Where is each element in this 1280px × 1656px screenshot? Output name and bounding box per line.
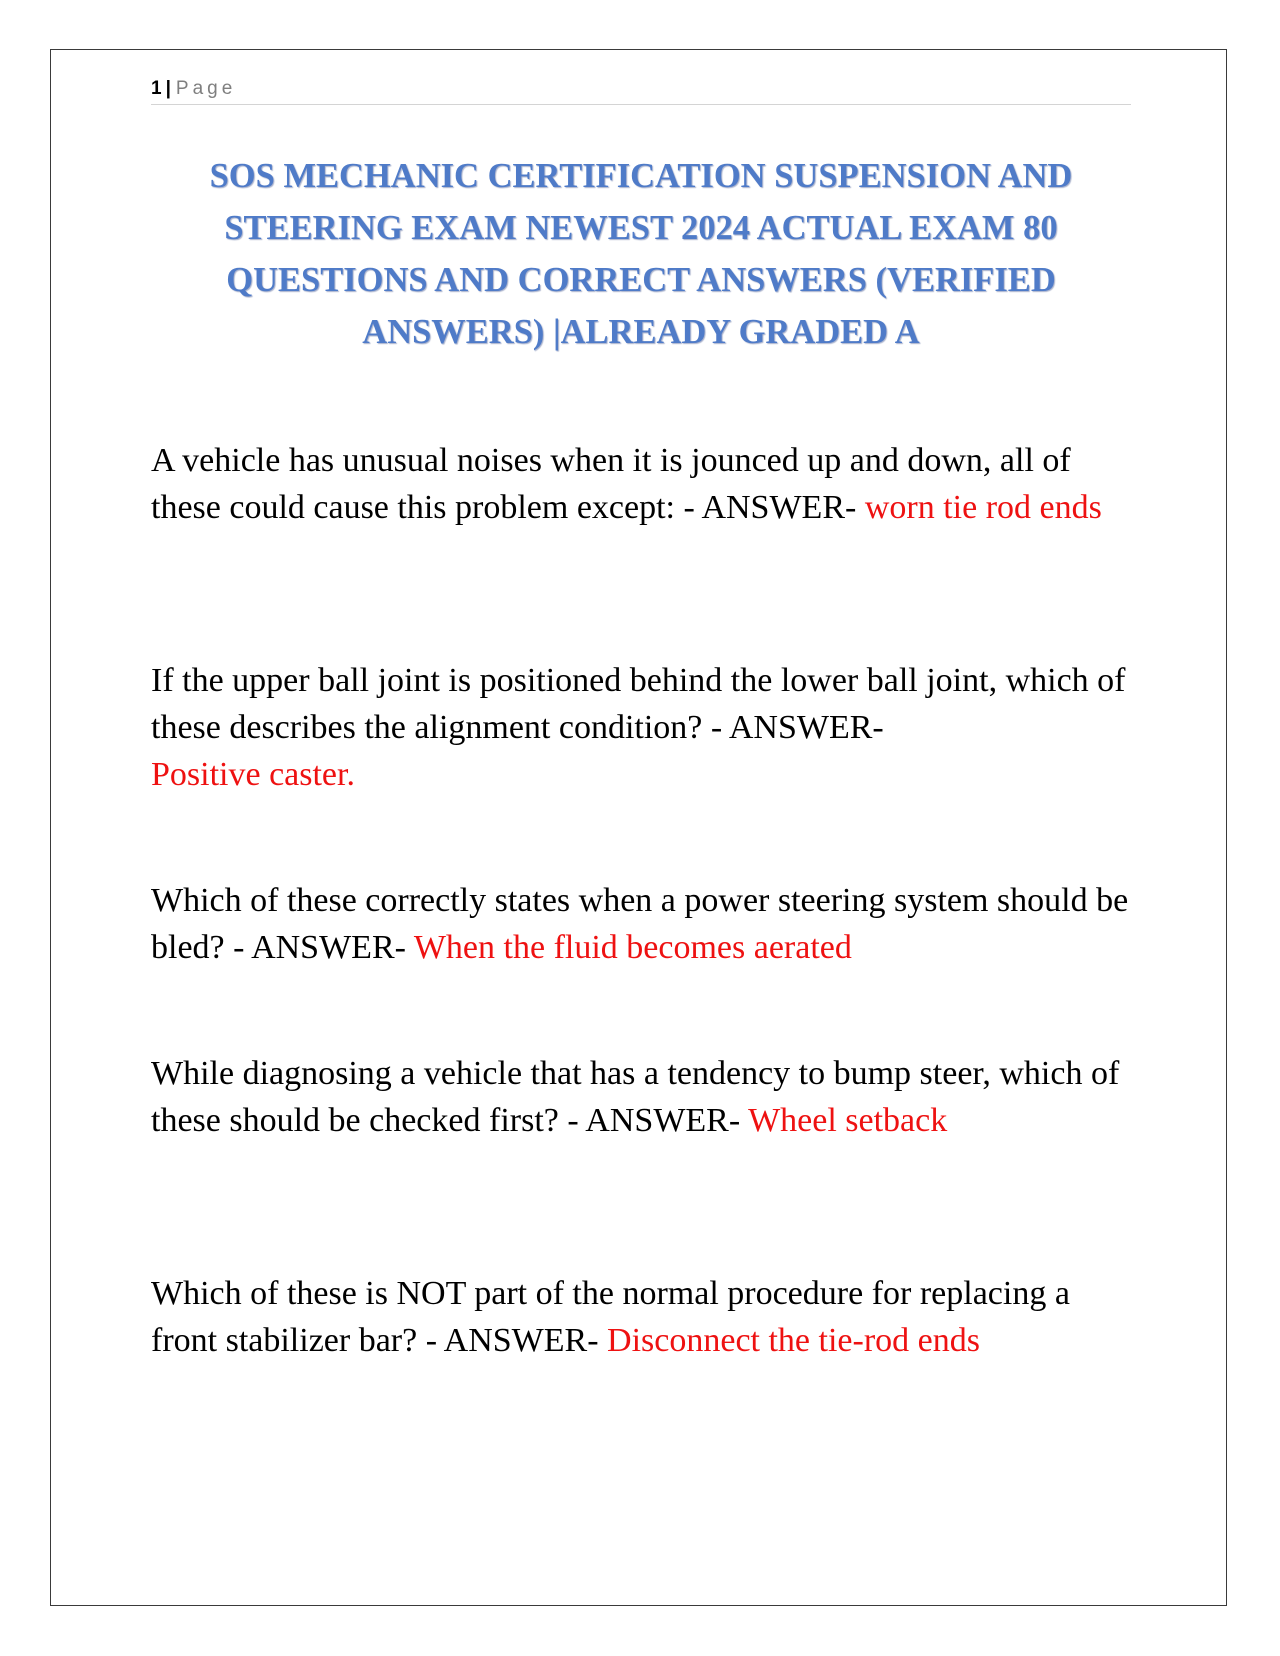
qa-item xyxy=(151,1050,1141,1144)
question-text: While diagnosing a vehicle that has a tendency to bump steer, which of these should be checked first? - ANSWER- xyxy=(151,1055,1120,1139)
qa-item xyxy=(151,657,1141,798)
document-title: SOS MECHANIC CERTIFICATION SUSPENSION AND STEERING EXAM NEWEST 2024 ACTUAL EXAM 80 QUESTIONS AND CORRECT ANSWERS (VERIFIED ANSWERS) |ALREADY GRADED A xyxy=(209,157,1073,351)
answer-text: Disconnect the tie-rod ends xyxy=(607,1322,980,1359)
answer-text: When the fluid becomes aerated xyxy=(413,929,852,966)
answer-text: worn tie rod ends xyxy=(864,489,1102,526)
qa-item xyxy=(151,877,1141,971)
header-separator: | xyxy=(165,78,171,99)
page-label: Page xyxy=(175,78,237,99)
page-number: 1 xyxy=(151,78,162,99)
question-text: A vehicle has unusual noises when it is jounced up and down, all of these could cause this problem except: - ANSWER- xyxy=(151,442,1071,526)
question-text: Which of these is NOT part of the normal procedure for replacing a front stabilizer bar? - ANSWER- xyxy=(151,1275,1070,1359)
answer-text: Positive caster. xyxy=(151,756,355,793)
answer-text: Wheel setback xyxy=(748,1102,948,1139)
page-header xyxy=(151,76,1131,105)
qa-item xyxy=(151,437,1141,531)
qa-item xyxy=(151,1270,1141,1364)
question-text: If the upper ball joint is positioned behind the lower ball joint, which of these describes the alignment condition? - ANSWER- xyxy=(151,662,1126,746)
question-text: Which of these correctly states when a power steering system should be bled? - ANSWER- xyxy=(151,882,1129,966)
